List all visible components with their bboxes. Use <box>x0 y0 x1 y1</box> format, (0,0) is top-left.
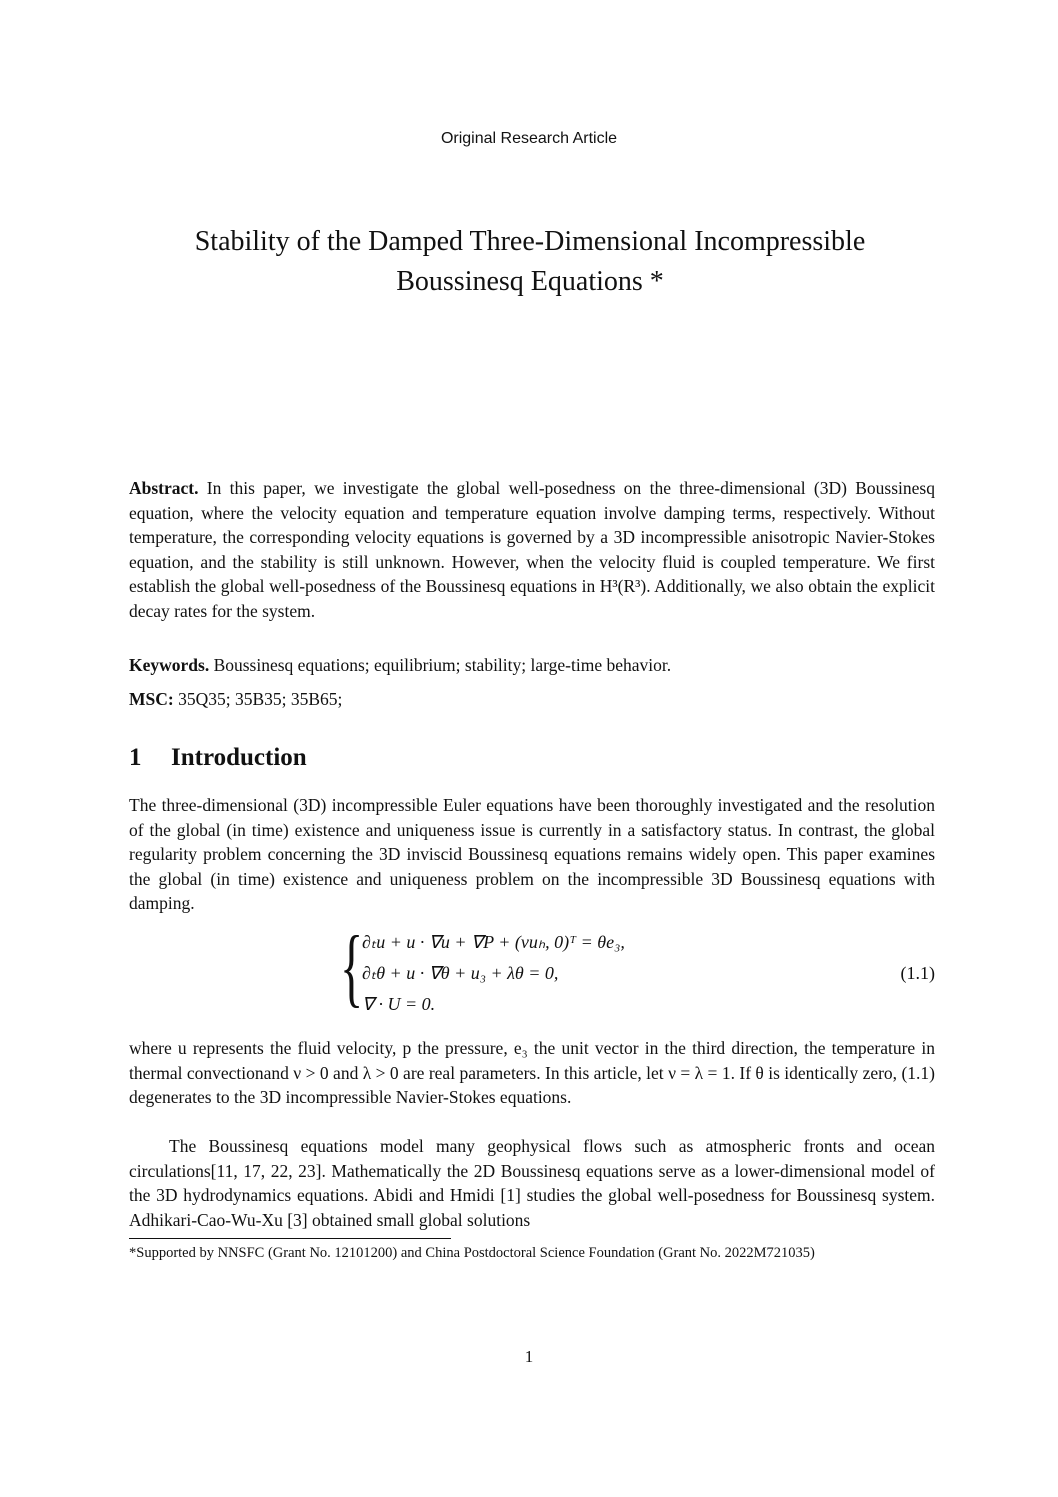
msc-text: 35Q35; 35B35; 35B65; <box>178 689 343 709</box>
equation-line-3: ∇ · U = 0. <box>362 994 436 1014</box>
equation-line-1: ∂ₜu + u · ∇u + ∇P + (νuₕ, 0)ᵀ = θe₃, <box>362 932 625 952</box>
abstract-text: In this paper, we investigate the global well-posedness on the three-dimensional (3D) Boussinesq equation, where the velocity equation and temperature equation involve damping terms, respectively. Without temperature, the corresponding velocity equations is governed by a 3D incompressible anisotropic Navier-Stokes equation, and the stability is still unknown. However, when the velocity fluid is coupled temperature. We first establish the global well-posedness of the Boussinesq equations in H³(R³). Additionally, we also obtain the explicit decay rates for the system. <box>129 478 935 621</box>
section-title: Introduction <box>171 744 307 771</box>
abstract-label: Abstract. <box>129 478 199 498</box>
equation-1-1 <box>340 919 935 1022</box>
footnote: *Supported by NNSFC (Grant No. 12101200) and China Postdoctoral Science Foundation (Grant No. 2022M721035) <box>129 1245 815 1261</box>
keywords-text: Boussinesq equations; equilibrium; stability; large-time behavior. <box>213 655 672 675</box>
section-number: 1 <box>129 744 142 771</box>
title-line-2: Boussinesq Equations * <box>396 266 664 297</box>
paper-title <box>120 222 940 302</box>
left-brace-icon: { <box>340 919 364 1016</box>
keywords <box>129 655 935 676</box>
page-number: 1 <box>524 1347 534 1366</box>
section-heading <box>129 744 307 772</box>
intro-paragraph-2: where u represents the fluid velocity, p the pressure, e₃ the unit vector in the third direction, the temperature in thermal convectionand ν > 0 and λ > 0 are real parameters. In this article, let ν = λ = 1. If θ is identically zero, (1.1) degenerates to the 3D incompressible Navier-Stokes equations. <box>129 1038 935 1107</box>
equation-number: (1.1) <box>900 963 935 983</box>
equation-line-2: ∂ₜθ + u · ∇θ + u₃ + λθ = 0, <box>362 963 559 983</box>
msc <box>129 689 935 710</box>
intro-paragraph-3: The Boussinesq equations model many geophysical flows such as atmospheric fronts and ocean circulations[11, 17, 22, 23]. Mathematically the 2D Boussinesq equations serve as a lower-dimensional model of the 3D hydrodynamics equations. Abidi and Hmidi [1] studies the global well-posedness for Boussinesq system. Adhikari-Cao-Wu-Xu [3] obtained small global solutions <box>129 1136 935 1230</box>
article-type-header: Original Research Article <box>440 130 618 147</box>
footnote-rule <box>129 1238 451 1239</box>
abstract <box>129 476 935 623</box>
intro-paragraph-1: The three-dimensional (3D) incompressible Euler equations have been thoroughly investigated and the resolution of the global (in time) existence and uniqueness issue is currently in a satisfactory status. In contrast, the global regularity problem concerning the 3D inviscid Boussinesq equations remains widely open. This paper examines the global (in time) existence and uniqueness problem on the incompressible 3D Boussinesq equations with damping. <box>129 795 935 913</box>
msc-label: MSC: <box>129 689 174 709</box>
keywords-label: Keywords. <box>129 655 210 675</box>
title-line-1: Stability of the Damped Three-Dimensional Incompressible <box>194 226 866 257</box>
